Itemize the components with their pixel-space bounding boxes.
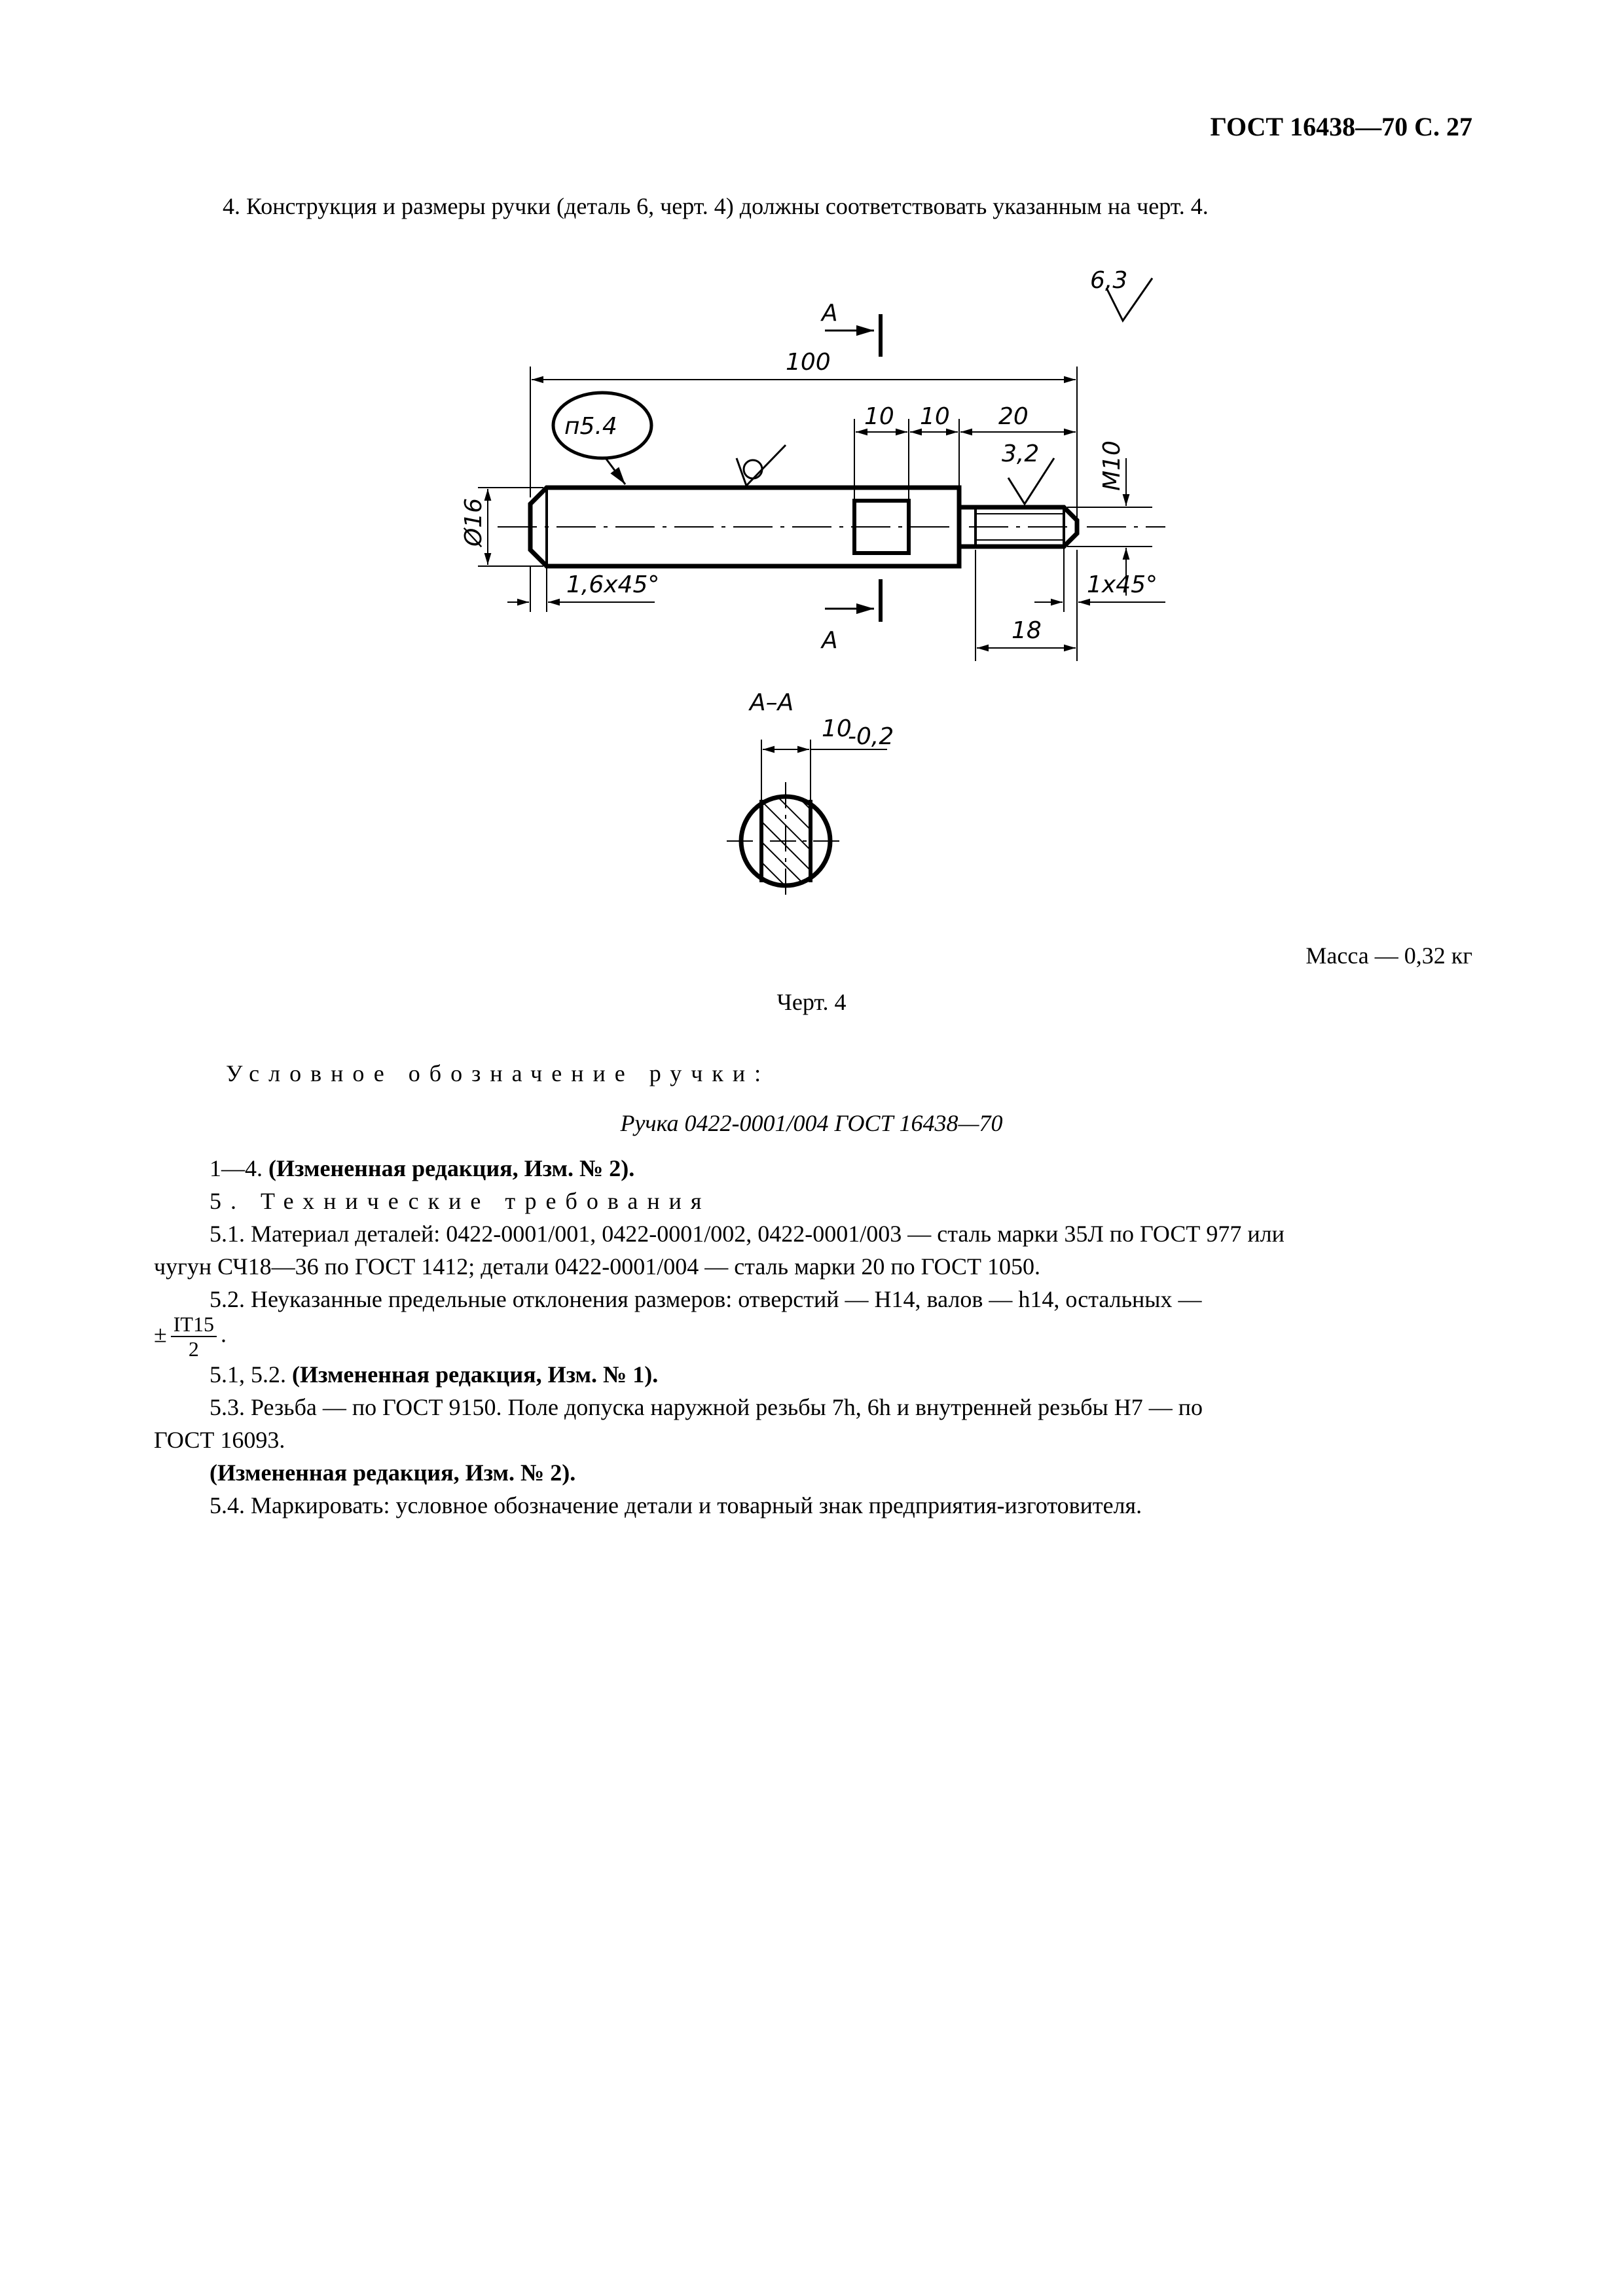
change-note-1-4: 1—4. (Измененная редакция, Изм. № 2). — [210, 1155, 635, 1181]
technical-drawing — [0, 0, 1623, 982]
p54: 5.4. Маркировать: условное обозначение детали и товарный знак предприятия-изготовителя. — [210, 1492, 1142, 1518]
dim-total-label: 100 — [786, 349, 831, 376]
p52-line1: 5.2. Неуказанные предельные отклонения размеров: отверстий — Н14, валов — h14, остальных — — [210, 1286, 1202, 1312]
section-dim-label: 10 — [822, 715, 852, 742]
section-title: А–А — [750, 689, 794, 716]
figure-caption: Черт. 4 — [776, 989, 847, 1015]
p53-line2: ГОСТ 16093. — [154, 1427, 285, 1453]
p53-line1: 5.3. Резьба — по ГОСТ 9150. Поле допуска наружной резьбы 7h, 6h и внутренней резьбы Н7 — по — [210, 1394, 1203, 1420]
dim-20-label: 20 — [998, 403, 1029, 430]
callout-label: п5.4 — [564, 413, 617, 440]
section-mark-top: A — [822, 300, 838, 327]
dim-10a-label: 10 — [864, 403, 894, 430]
diameter-label: Ø16 — [460, 497, 487, 547]
designation-label: Условное обозначение ручки: — [226, 1060, 771, 1086]
section-mark-bottom: A — [822, 627, 838, 654]
mass-label: Масса — 0,32 кг — [1305, 942, 1472, 969]
dimension-18 — [976, 550, 1077, 661]
p52-fraction: ± $\frac{IT15}{2}$ . — [154, 1312, 227, 1361]
page-header: ГОСТ 16438—70 С. 27 — [1210, 112, 1472, 141]
section-cut-marks — [825, 314, 881, 622]
chamfer-left-label: 1,6x45° — [566, 571, 660, 598]
surface-symbol-top — [737, 445, 786, 486]
section-tol-label: -0,2 — [848, 723, 894, 750]
thread-label: М10 — [1099, 440, 1125, 491]
chamfer-right-label: 1x45° — [1087, 571, 1158, 598]
change-note-53: (Измененная редакция, Изм. № 2). — [210, 1460, 576, 1486]
designation: Ручка 0422-0001/004 ГОСТ 16438—70 — [620, 1110, 1003, 1136]
section-view — [727, 740, 887, 900]
section-5-title: 5. Технические требования — [210, 1188, 711, 1214]
dim-18-label: 18 — [1012, 617, 1042, 644]
dim-10b-label: 10 — [920, 403, 950, 430]
intro-paragraph: 4. Конструкция и размеры ручки (деталь 6, черт. 4) должны соответствовать указанным на черт. 4. — [223, 193, 1209, 219]
change-note-51-52: 5.1, 5.2. (Измененная редакция, Изм. № 1). — [210, 1361, 659, 1388]
p51-line1: 5.1. Материал деталей: 0422-0001/001, 0422-0001/002, 0422-0001/003 — сталь марки 35Л по ГОСТ 977 или — [210, 1221, 1285, 1247]
roughness-general-label: 6,3 — [1090, 267, 1128, 294]
p51-line2: чугун СЧ18—36 по ГОСТ 1412; детали 0422-0001/004 — сталь марки 20 по ГОСТ 1050. — [154, 1253, 1040, 1280]
roughness-thread-label: 3,2 — [1002, 440, 1040, 467]
dimension-100 — [530, 367, 1077, 524]
